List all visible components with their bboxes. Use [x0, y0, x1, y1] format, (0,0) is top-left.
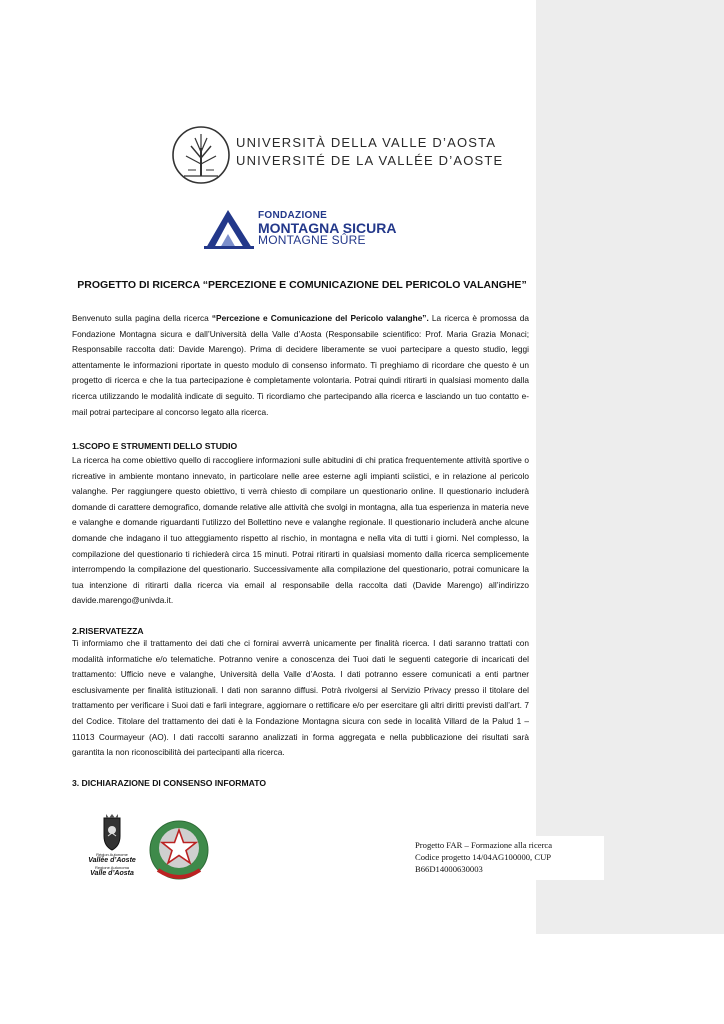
project-note-line-3: B66D14000630003	[415, 864, 483, 875]
university-name-fr: UNIVERSITÉ DE LA VALLÉE D’AOSTE	[236, 153, 504, 168]
italian-republic-emblem-icon	[148, 814, 210, 886]
university-logo	[170, 124, 504, 194]
section-2-heading: 2.RISERVATEZZA	[72, 626, 144, 636]
intro-rest: La ricerca è promossa da Fondazione Montagna sicura e dall’Università della Valle d’Aosta (Responsabile scientifico: Prof. Maria Grazia Monaci; Responsabile raccolta dati: Davide Marengo). Prima di decidere liberamente se vuoi partecipare a questo studio, leggi attentamente le informazioni riportate in questo modulo di consenso informato. Ti preghiamo di ricordare che questo è un progetto di ricerca e che la tua partecipazione è completamente volontaria. Potrai quindi ritirarti in qualsiasi momento dalla ricerca utilizzando le modalità indicate di seguito. Ti ricordiamo che partecipando alla ricerca e lasciando un tuo contatto e-mail potrai partecipare al concorso legato alla ricerca.	[72, 313, 529, 417]
project-note	[409, 836, 604, 880]
project-note-line-2: Codice progetto 14/04AG100000, CUP	[415, 852, 552, 863]
section-1-text: La ricerca ha come obiettivo quello di raccogliere informazioni sulle abitudini di chi pratica frequentemente attività sportive o ricreative in ambiente montano innevato, in particolare nelle aree esterne agli impianti sciistici, e in relazione al pericolo valanghe. Per raggiungere questo obiettivo, ti verrà chiesto di compilare un questionario online. Il questionario includerà domande di carattere demografico, domande relative alle attività che svolgi in montagna, alla tua esperienza in materia neve e valanghe e domande riguardanti l’utilizzo del Bollettino neve e valanghe regionale. Il questionario includerà anche alcune domande che indagano il tuo atteggiamento rispetto al rischio, in montagna e nella vita di tutti i giorni. Nel complesso, la compilazione del questionario ti richiederà circa 15 minuti. Potrai ritirarti in qualsiasi momento dalla ricerca semplicemente interrompendo la compilazione del questionario. Successivamente alla compilazione del questionario, potrai comunicare la tua intenzione di ritirarti dalla ricerca via email al responsabile della raccolta dati (Davide Marengo) all’indirizzo davide.marengo@univda.it.	[72, 455, 529, 606]
intro-paragraph	[72, 311, 529, 420]
intro-lead: Benvenuto sulla pagina della ricerca	[72, 313, 212, 323]
fondazione-label: FONDAZIONE	[258, 210, 328, 221]
comment-pane	[536, 0, 724, 934]
regional-logos	[86, 812, 216, 892]
region-label-fr: Région Autonome	[96, 852, 128, 857]
document-title: PROGETTO DI RICERCA “PERCEZIONE E COMUNICAZIONE DEL PERICOLO VALANGHE”	[77, 279, 527, 291]
project-note-line-1: Progetto FAR – Formazione alla ricerca	[415, 840, 553, 850]
tree-emblem-icon	[170, 124, 232, 186]
region-name-it: Valle d’Aosta	[90, 870, 134, 877]
fondazione-logo	[204, 206, 404, 252]
section-1-heading: 1.SCOPO E STRUMENTI DELLO STUDIO	[72, 441, 238, 451]
intro-research-title: “Percezione e Comunicazione del Pericolo valanghe”.	[211, 313, 429, 323]
section-2-text: Ti informiamo che il trattamento dei dati che ci fornirai avverrà unicamente per finalità ricerca. I dati saranno trattati con modalità informatiche e/o telematiche. Potranno venire a conoscenza dei Tuoi dati le seguenti categorie di incaricati del trattamento: Ufficio neve e valanghe, Università della Valle d’Aosta. I dati potranno essere comunicati a enti partner esclusivamente per finalità istituzionali. I dati non saranno diffusi. Potrà rivolgersi al Servizio Privacy presso il titolare del trattamento per verificare i Suoi dati e farli integrare, aggiornare o rettificare e/o per esercitare gli altri diritti previsti dall’art. 7 del Codice. Titolare del trattamento dei dati è la Fondazione Montagna sicura con sede in località Villard de la Palud 1 – 11013 Courmayeur (AO). I dati raccolti saranno analizzati in forma aggregata e nella pubblicazione dei risultati sarà garantita la non riconoscibilità dei partecipanti alla ricerca.	[72, 638, 529, 758]
region-name-fr: Vallée d’Aoste	[88, 857, 136, 864]
university-name-it: UNIVERSITÀ DELLA VALLE D’AOSTA	[236, 135, 497, 150]
mountain-icon	[204, 206, 254, 250]
region-label-it: Regione Autonoma	[94, 865, 130, 870]
valle-aosta-crest-icon	[86, 812, 138, 852]
section-3-heading: 3. DICHIARAZIONE DI CONSENSO INFORMATO	[72, 778, 267, 788]
valle-aosta-logo-text	[86, 852, 138, 878]
montagne-sure-label: MONTAGNE SÛRE	[258, 233, 366, 247]
montagna-sicura-label: MONTAGNA SICURA	[258, 220, 397, 236]
